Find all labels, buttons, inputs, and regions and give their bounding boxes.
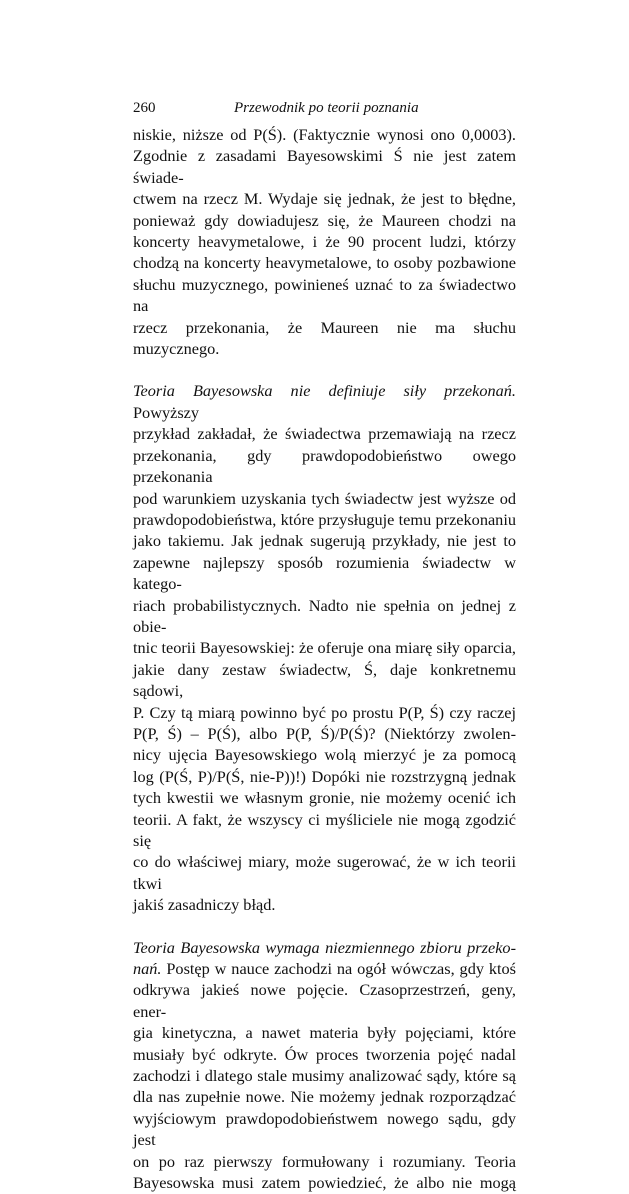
text-line: koncerty heavymetalowe, i że 90 procent ludzi, którzy <box>133 232 516 252</box>
text-line <box>133 958 516 979</box>
text-line: wyjściowym prawdopodobieństwem nowego sądu, gdy jest <box>133 1108 516 1150</box>
paragraph-3 <box>133 937 516 1194</box>
text-line: odkrywa jakieś nowe pojęcie. Czasoprzestrzeń, geny, ener- <box>133 980 516 1021</box>
page-number: 260 <box>133 100 156 116</box>
text-line: prawdopodobieństwa, które przysługuje temu przekonaniu <box>133 509 516 529</box>
text-line: pod warunkiem uzyskania tych świadectw jest wyższe od <box>133 488 516 508</box>
text-line: zapewne najlepszy sposób rozumienia świadectw w katego- <box>133 552 516 594</box>
text-line: co do właściwej miary, może sugerować, że w ich teorii tkwi <box>133 852 516 893</box>
text-line: ponieważ gdy dowiadujesz się, że Maureen chodzi na <box>133 210 516 230</box>
text-line <box>133 380 516 423</box>
text-line: niskie, niższe od P(Ś). (Faktycznie wynosi ono 0,0003). <box>133 125 516 144</box>
text-line: P. Czy tą miarą powinno być po prostu P(P, Ś) czy raczej <box>133 702 516 722</box>
book-page <box>133 100 516 1194</box>
section-heading: nań. <box>133 959 162 979</box>
text-line: on po raz pierwszy formułowany i rozumiany. Teoria <box>133 1151 516 1171</box>
paragraph-1 <box>133 124 516 359</box>
text-line: jako takiemu. Jak jednak sugerują przykłady, nie jest to <box>133 531 516 551</box>
text-line: tych kwestii we własnym gronie, nie możemy ocenić ich <box>133 788 516 808</box>
section-heading: Teoria Bayesowska nie definiuje siły przekonań. <box>133 381 516 401</box>
text-line: teorii. A fakt, że wszyscy ci myśliciele nie mogą zgodzić się <box>133 809 516 850</box>
text-line: chodzą na koncerty heavymetalowe, to osoby pozbawione <box>133 253 516 273</box>
text-line: log (P(Ś, P)/P(Ś, nie-P))!) Dopóki nie rozstrzygną jednak <box>133 766 516 786</box>
text-line: rzecz przekonania, że Maureen nie ma słuchu muzycznego. <box>133 317 516 359</box>
paragraph-2 <box>133 380 516 915</box>
text-line: nicy ujęcia Bayesowskiego wolą mierzyć je za pomocą <box>133 745 516 765</box>
text-line: musiały być odkryte. Ów proces tworzenia pojęć nadal <box>133 1044 516 1064</box>
text-line: przekonania, gdy prawdopodobieństwo owego przekonania <box>133 445 516 487</box>
text-line: dla nas zupełnie nowe. Nie możemy jednak rozporządzać <box>133 1087 516 1107</box>
text-line: przykład zakładał, że świadectwa przemawiają na rzecz <box>133 424 516 444</box>
text-run: Powyższy <box>133 402 200 422</box>
text-line: P(P, Ś) – P(Ś), albo P(P, Ś)/P(Ś)? (Niektórzy zwolen- <box>133 723 516 743</box>
text-line: Zgodnie z zasadami Bayesowskimi Ś nie jest zatem świade- <box>133 146 516 187</box>
text-run: Postęp w nauce zachodzi na ogół wówczas, gdy ktoś <box>161 959 516 979</box>
text-line: słuchu muzycznego, powinieneś uznać to za świadectwo na <box>133 274 516 316</box>
text-line: jakie dany zestaw świadectw, Ś, daje konkretnemu sądowi, <box>133 659 516 701</box>
text-line <box>133 937 516 958</box>
text-line: riach probabilistycznych. Nadto nie spełnia on jednej z obie- <box>133 595 516 636</box>
text-line: Bayesowska musi zatem powiedzieć, że albo nie mogą <box>133 1173 516 1193</box>
running-head <box>133 100 516 124</box>
running-title: Przewodnik po teorii poznania <box>234 100 419 116</box>
text-line: gia kinetyczna, a nawet materia były pojęciami, które <box>133 1023 516 1043</box>
text-line: jakiś zasadniczy błąd. <box>133 895 276 915</box>
text-line: zachodzi i dlatego stale musimy analizować sądy, które są <box>133 1066 516 1086</box>
section-heading: Teoria Bayesowska wymaga niezmiennego zbioru przeko- <box>133 937 516 957</box>
text-line: tnic teorii Bayesowskiej: że oferuje ona miarę siły oparcia, <box>133 638 516 658</box>
text-line: ctwem na rzecz M. Wydaje się jednak, że jest to błędne, <box>133 189 516 209</box>
